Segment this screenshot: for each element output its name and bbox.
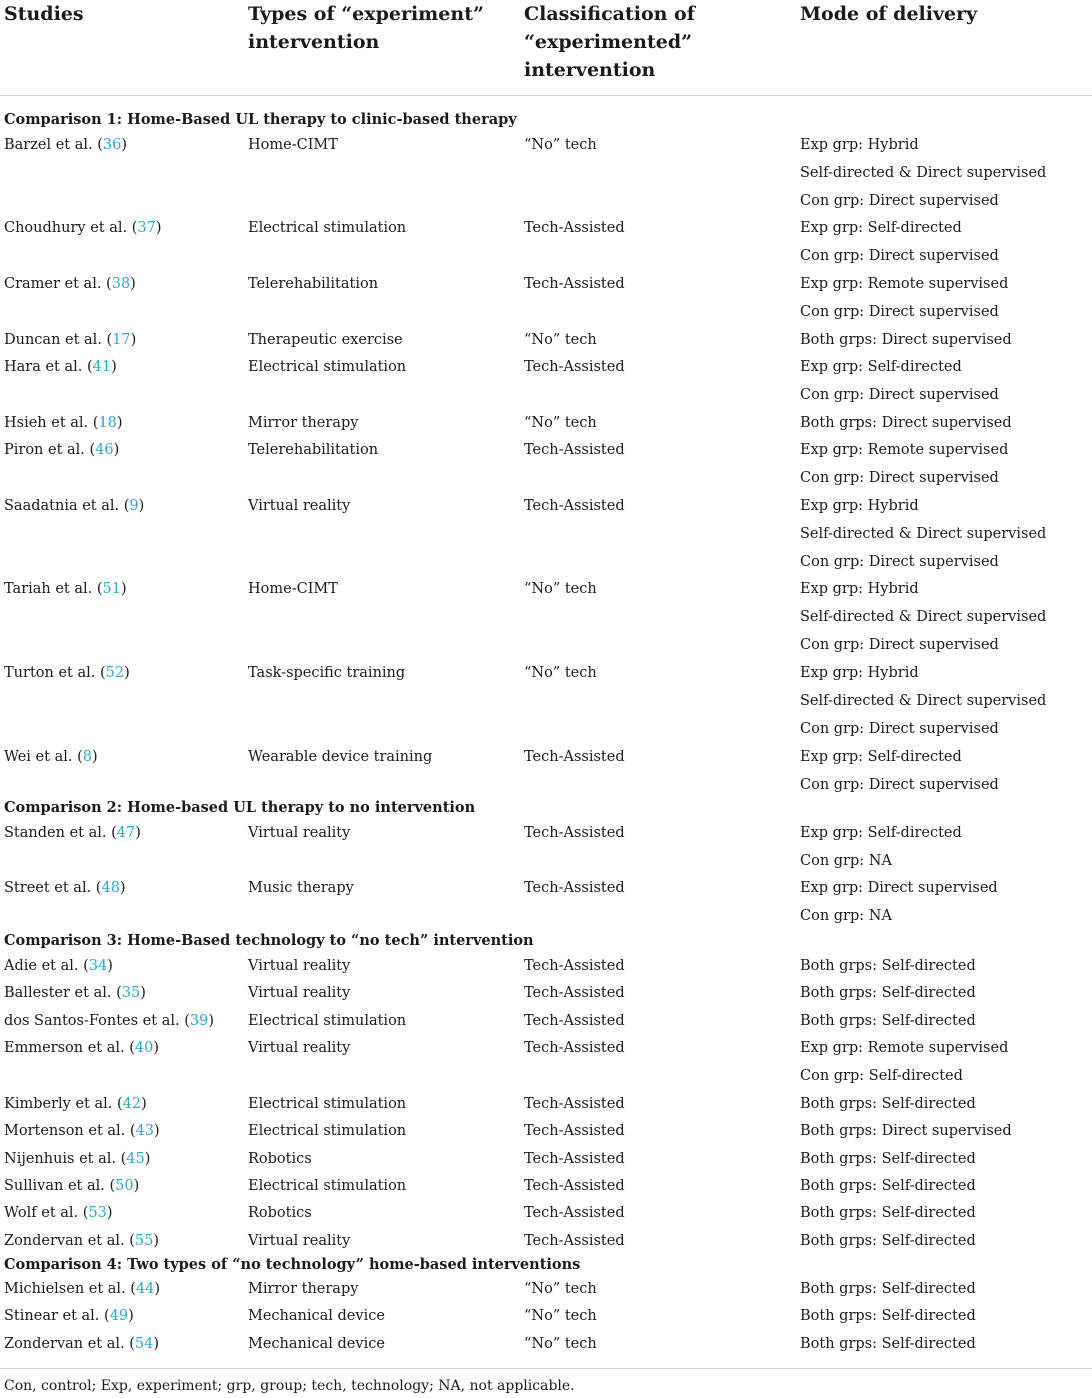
study-author: Piron et al. ( [4,442,96,458]
classification: Tech-Assisted [524,442,625,458]
intervention-type: Mirror therapy [248,415,359,431]
study-cell [4,1279,160,1299]
classification: Tech-Assisted [524,1096,625,1112]
study-cell [4,663,130,683]
intervention-type: Home-CIMT [248,581,338,597]
study-cell [4,440,119,460]
delivery-mode: Exp grp: Hybrid [800,581,919,597]
reference-link: 46 [95,442,114,458]
header-mode: Mode of delivery [800,3,978,25]
study-author: Tariah et al. ( [4,581,103,597]
reference-link: 45 [126,1151,145,1167]
intervention-type: Task-specific training [248,665,406,681]
study-author-close: ) [106,1205,113,1221]
classification: Tech-Assisted [524,749,625,765]
study-author: Stinear et al. ( [4,1308,110,1324]
table-header [0,0,1092,96]
study-author: Ballester et al. ( [4,985,122,1001]
intervention-type: Therapeutic exercise [248,332,403,348]
section-title: Comparison 1: Home-Based UL therapy to clinic-based therapy [4,111,517,128]
study-author: Sullivan et al. ( [4,1178,116,1194]
study-author: Hara et al. ( [4,359,93,375]
delivery-mode: Self-directed & Direct supervised [800,693,1047,709]
delivery-mode: Both grps: Self-directed [800,1281,976,1297]
study-cell [4,218,162,238]
delivery-mode: Exp grp: Hybrid [800,137,919,153]
study-author-close: ) [144,1151,151,1167]
study-cell [4,1149,150,1169]
study-cell [4,878,126,898]
reference-link: 42 [122,1096,142,1112]
delivery-mode: Both grps: Direct supervised [800,415,1012,431]
reference-link: 43 [135,1123,155,1139]
intervention-type: Virtual reality [248,985,351,1001]
study-author-close: ) [135,825,141,841]
reference-link: 41 [92,359,112,375]
delivery-mode: Exp grp: Self-directed [800,359,962,375]
study-cell [4,1176,139,1196]
study-author: Duncan et al. ( [4,332,113,348]
delivery-mode: Exp grp: Remote supervised [800,1040,1009,1056]
study-author: Hsieh et al. ( [4,415,99,431]
classification: Tech-Assisted [524,880,625,896]
intervention-type: Electrical stimulation [248,1123,407,1139]
study-author-close: ) [153,1040,160,1056]
delivery-mode: Con grp: Direct supervised [800,637,999,653]
intervention-type: Home-CIMT [248,137,338,153]
reference-link: 39 [189,1013,209,1029]
study-cell [4,135,127,155]
intervention-type: Mechanical device [248,1336,385,1352]
study-author-close: ) [130,332,137,348]
study-author: Turton et al. ( [4,665,106,681]
reference-link: 49 [109,1308,129,1324]
study-cell [4,330,136,350]
intervention-type: Electrical stimulation [248,1178,407,1194]
classification: “No” tech [524,332,597,348]
study-cell [4,956,113,976]
delivery-mode: Both grps: Self-directed [800,1336,976,1352]
classification: Tech-Assisted [524,1233,625,1249]
study-cell [4,1203,113,1223]
study-author: Standen et al. ( [4,825,117,841]
study-author-close: ) [128,1308,134,1324]
study-cell [4,747,98,767]
intervention-type: Virtual reality [248,1040,351,1056]
study-cell [4,496,144,516]
study-cell [4,1094,147,1114]
intervention-type: Virtual reality [248,958,351,974]
delivery-mode: Con grp: Direct supervised [800,387,999,403]
classification: “No” tech [524,665,597,681]
study-author-close: ) [121,137,127,153]
study-author-close: ) [138,498,145,514]
delivery-mode: Both grps: Self-directed [800,1151,976,1167]
delivery-mode: Both grps: Self-directed [800,1233,976,1249]
section-title: Comparison 2: Home-based UL therapy to no intervention [4,799,476,816]
delivery-mode: Con grp: Self-directed [800,1068,963,1084]
reference-link: 36 [102,137,122,153]
reference-link: 44 [135,1281,155,1297]
study-author-close: ) [154,1123,160,1139]
classification: “No” tech [524,581,597,597]
delivery-mode: Con grp: Direct supervised [800,248,999,264]
footnote: Con, control; Exp, experiment; grp, group; tech, technology; NA, not applicable. [4,1378,575,1394]
delivery-mode: Both grps: Self-directed [800,1178,976,1194]
study-author-close: ) [120,581,127,597]
reference-link: 35 [121,985,141,1001]
study-author-close: ) [153,1336,160,1352]
classification: Tech-Assisted [524,1013,625,1029]
study-author: Wei et al. ( [4,749,83,765]
classification: “No” tech [524,415,597,431]
delivery-mode: Self-directed & Direct supervised [800,526,1047,542]
study-cell [4,1038,159,1058]
study-cell [4,274,136,294]
study-author-close: ) [111,359,117,375]
study-cell [4,823,141,843]
classification: Tech-Assisted [524,220,625,236]
classification: “No” tech [524,137,597,153]
delivery-mode: Con grp: Direct supervised [800,470,999,486]
classification: Tech-Assisted [524,1151,625,1167]
study-author: Zondervan et al. ( [4,1233,135,1249]
study-author: Cramer et al. ( [4,276,112,292]
reference-link: 9 [129,498,139,514]
study-author-close: ) [116,415,123,431]
study-author: Mortenson et al. ( [4,1123,136,1139]
study-author-close: ) [130,276,136,292]
study-author-close: ) [91,749,98,765]
delivery-mode: Self-directed & Direct supervised [800,609,1047,625]
intervention-type: Mechanical device [248,1308,385,1324]
study-cell [4,1121,160,1141]
delivery-mode: Con grp: Direct supervised [800,777,999,793]
study-author: Nijenhuis et al. ( [4,1151,127,1167]
delivery-mode: Exp grp: Remote supervised [800,442,1009,458]
delivery-mode: Con grp: NA [800,853,892,869]
study-author: Wolf et al. ( [4,1205,89,1221]
delivery-mode: Exp grp: Remote supervised [800,276,1009,292]
intervention-type: Robotics [248,1205,312,1221]
intervention-type: Telerehabilitation [248,276,379,292]
reference-link: 54 [134,1336,154,1352]
reference-link: 53 [88,1205,107,1221]
study-cell [4,579,127,599]
intervention-type: Electrical stimulation [248,220,407,236]
delivery-mode: Exp grp: Self-directed [800,825,962,841]
classification: “No” tech [524,1308,597,1324]
study-author: Michielsen et al. ( [4,1281,136,1297]
classification: “No” tech [524,1336,597,1352]
delivery-mode: Exp grp: Hybrid [800,498,919,514]
reference-link: 47 [116,825,136,841]
study-author: dos Santos-Fontes et al. ( [4,1013,190,1029]
study-cell [4,1011,214,1031]
header-studies: Studies [4,3,84,25]
study-author-close: ) [107,958,113,974]
header-types: Types of “experiment” intervention [248,3,484,53]
delivery-mode: Both grps: Self-directed [800,1205,976,1221]
intervention-type: Music therapy [248,880,354,896]
study-author-close: ) [153,1233,160,1249]
study-author-close: ) [141,1096,147,1112]
delivery-mode: Con grp: NA [800,908,892,924]
study-author: Choudhury et al. ( [4,220,138,236]
delivery-mode: Self-directed & Direct supervised [800,165,1047,181]
study-author-close: ) [154,1281,161,1297]
intervention-type: Virtual reality [248,825,351,841]
reference-link: 18 [98,415,117,431]
delivery-mode: Both grps: Self-directed [800,958,976,974]
delivery-mode: Con grp: Direct supervised [800,304,999,320]
study-author: Emmerson et al. ( [4,1040,135,1056]
delivery-mode: Both grps: Direct supervised [800,332,1012,348]
study-cell [4,357,117,377]
reference-link: 40 [134,1040,154,1056]
intervention-type: Electrical stimulation [248,1013,407,1029]
delivery-mode: Both grps: Direct supervised [800,1123,1012,1139]
delivery-mode: Exp grp: Direct supervised [800,880,998,896]
classification: Tech-Assisted [524,958,625,974]
delivery-mode: Con grp: Direct supervised [800,554,999,570]
study-author-close: ) [133,1178,140,1194]
study-author: Barzel et al. ( [4,137,103,153]
intervention-type: Virtual reality [248,1233,351,1249]
reference-link: 51 [102,581,121,597]
intervention-type: Electrical stimulation [248,359,407,375]
intervention-type: Electrical stimulation [248,1096,407,1112]
classification: Tech-Assisted [524,1123,625,1139]
study-author-close: ) [208,1013,214,1029]
intervention-type: Robotics [248,1151,312,1167]
study-author-close: ) [140,985,146,1001]
section-title: Comparison 3: Home-Based technology to “no tech” intervention [4,932,534,949]
reference-link: 52 [105,665,125,681]
study-author: Saadatnia et al. ( [4,498,130,514]
reference-link: 37 [137,220,156,236]
reference-link: 55 [134,1233,154,1249]
reference-link: 38 [111,276,131,292]
study-cell [4,413,123,433]
delivery-mode: Both grps: Self-directed [800,1308,976,1324]
intervention-type: Virtual reality [248,498,351,514]
delivery-mode: Exp grp: Self-directed [800,749,962,765]
delivery-mode: Both grps: Self-directed [800,985,976,1001]
classification: Tech-Assisted [524,1040,625,1056]
classification: Tech-Assisted [524,359,625,375]
delivery-mode: Exp grp: Self-directed [800,220,962,236]
study-author: Street et al. ( [4,880,102,896]
study-author: Kimberly et al. ( [4,1096,123,1112]
classification: Tech-Assisted [524,1205,625,1221]
classification: Tech-Assisted [524,825,625,841]
study-cell [4,983,146,1003]
intervention-type: Telerehabilitation [248,442,379,458]
study-author-close: ) [113,442,120,458]
classification: Tech-Assisted [524,1178,625,1194]
delivery-mode: Both grps: Self-directed [800,1013,976,1029]
classification: Tech-Assisted [524,985,625,1001]
study-cell [4,1231,159,1251]
study-author-close: ) [124,665,130,681]
delivery-mode: Con grp: Direct supervised [800,193,999,209]
section-title: Comparison 4: Two types of “no technology” home-based interventions [4,1256,581,1273]
reference-link: 48 [101,880,120,896]
classification: Tech-Assisted [524,276,625,292]
delivery-mode: Con grp: Direct supervised [800,721,999,737]
study-cell [4,1306,134,1326]
study-author-close: ) [155,220,162,236]
intervention-type: Mirror therapy [248,1281,359,1297]
study-cell [4,1334,159,1354]
reference-link: 8 [82,749,92,765]
reference-link: 17 [112,332,131,348]
intervention-type: Wearable device training [248,749,433,765]
delivery-mode: Exp grp: Hybrid [800,665,919,681]
delivery-mode: Both grps: Self-directed [800,1096,976,1112]
classification: “No” tech [524,1281,597,1297]
reference-link: 50 [115,1178,134,1194]
classification: Tech-Assisted [524,498,625,514]
reference-link: 34 [88,958,108,974]
header-classification: Classification of “experimented” intervention [524,3,695,81]
study-author-close: ) [119,880,126,896]
study-author: Adie et al. ( [4,958,89,974]
study-author: Zondervan et al. ( [4,1336,135,1352]
footer-rule [0,1368,1092,1369]
